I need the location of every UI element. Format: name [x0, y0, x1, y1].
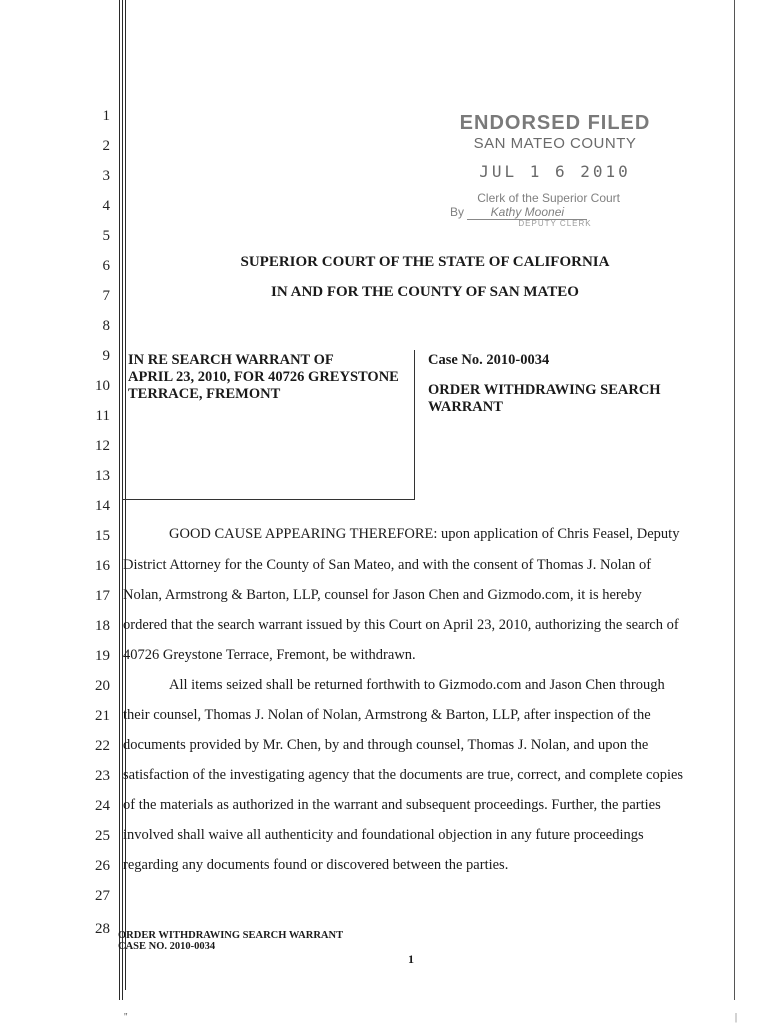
line-number: 19	[95, 648, 110, 664]
document-title: ORDER WITHDRAWING SEARCH	[428, 382, 661, 398]
caption-line: IN RE SEARCH WARRANT OF	[128, 352, 334, 368]
body-line: District Attorney for the County of San Mateo, and with the consent of Thomas J. Nolan of	[123, 557, 652, 573]
page-footer	[118, 930, 343, 952]
line-number: 18	[95, 618, 110, 634]
body-line: satisfaction of the investigating agency that the documents are true, correct, and complete copies	[123, 767, 684, 783]
line-number: 13	[95, 468, 110, 484]
document-title: WARRANT	[428, 399, 503, 415]
body-line: GOOD CAUSE APPEARING THEREFORE: upon application of Chris Feasel, Deputy	[169, 526, 680, 542]
line-number: 24	[95, 798, 110, 814]
line-number: 25	[95, 828, 110, 844]
line-number: 3	[102, 168, 110, 184]
stamp-by-line	[450, 205, 660, 220]
line-number: 2	[102, 138, 110, 154]
line-number: 4	[102, 198, 110, 214]
caption-line: APRIL 23, 2010, FOR 40726 GREYSTONE	[128, 369, 399, 385]
left-margin-rule	[122, 0, 123, 1000]
body-line: of the materials as authorized in the warrant and subsequent proceedings. Further, the parties	[123, 797, 661, 813]
left-margin-rule	[119, 0, 120, 1000]
line-number: 14	[95, 498, 110, 514]
scan-mark: |	[735, 1012, 738, 1023]
line-number: 5	[102, 228, 110, 244]
case-caption	[128, 352, 408, 403]
stamp-deputy: DEPUTY CLERK	[518, 219, 592, 228]
caption-divider	[414, 350, 415, 500]
page-number: 1	[408, 952, 414, 966]
endorsed-filed-stamp	[450, 112, 660, 228]
body-line: involved shall waive all authenticity and foundational objection in any future proceedings	[123, 827, 644, 843]
stamp-date: JUL 1 6 2010	[479, 162, 631, 181]
line-number: 1	[102, 108, 110, 124]
footer-title: ORDER WITHDRAWING SEARCH WARRANT	[118, 930, 344, 941]
court-name: SUPERIOR COURT OF THE STATE OF CALIFORNIA	[240, 254, 610, 270]
court-county: IN AND FOR THE COUNTY OF SAN MATEO	[271, 284, 579, 300]
case-info	[428, 352, 728, 416]
line-number: 10	[95, 378, 110, 394]
line-number: 21	[95, 708, 110, 724]
case-number: Case No. 2010-0034	[428, 352, 550, 368]
line-number: 28	[95, 921, 110, 937]
line-number: 23	[95, 768, 110, 784]
line-number: 7	[102, 288, 110, 304]
scan-mark: ''	[124, 1012, 128, 1023]
body-line: 40726 Greystone Terrace, Fremont, be withdrawn.	[123, 647, 416, 663]
line-number: 12	[95, 438, 110, 454]
line-number: 11	[95, 408, 110, 424]
caption-line: TERRACE, FREMONT	[128, 386, 281, 402]
line-number: 16	[95, 558, 110, 574]
line-number: 22	[95, 738, 110, 754]
body-line: All items seized shall be returned forthwith to Gizmodo.com and Jason Chen through	[169, 677, 665, 693]
line-number: 15	[95, 528, 110, 544]
body-line: their counsel, Thomas J. Nolan of Nolan, Armstrong & Barton, LLP, after inspection of the	[123, 707, 651, 723]
line-number: 26	[95, 858, 110, 874]
stamp-county: SAN MATEO COUNTY	[473, 135, 637, 152]
stamp-clerk: Clerk of the Superior Court	[477, 191, 620, 205]
footer-case-number: CASE NO. 2010-0034	[118, 941, 216, 952]
stamp-signature: Kathy Moonei	[467, 205, 587, 220]
right-margin-rule	[734, 0, 735, 1000]
line-number: 8	[102, 318, 110, 334]
body-line: documents provided by Mr. Chen, by and through counsel, Thomas J. Nolan, and upon the	[123, 737, 649, 753]
line-number: 9	[102, 348, 110, 364]
caption-divider	[122, 499, 414, 500]
line-number: 27	[95, 888, 110, 904]
stamp-by-label: By	[450, 205, 465, 219]
body-line: Nolan, Armstrong & Barton, LLP, counsel for Jason Chen and Gizmodo.com, it is hereby	[123, 587, 642, 603]
line-number: 17	[95, 588, 110, 604]
body-line: regarding any documents found or discovered between the parties.	[123, 857, 509, 873]
stamp-title: ENDORSED FILED	[459, 112, 651, 134]
line-number: 6	[102, 258, 110, 274]
body-line: ordered that the search warrant issued by this Court on April 23, 2010, authorizing the search of	[123, 617, 679, 633]
line-number: 20	[95, 678, 110, 694]
